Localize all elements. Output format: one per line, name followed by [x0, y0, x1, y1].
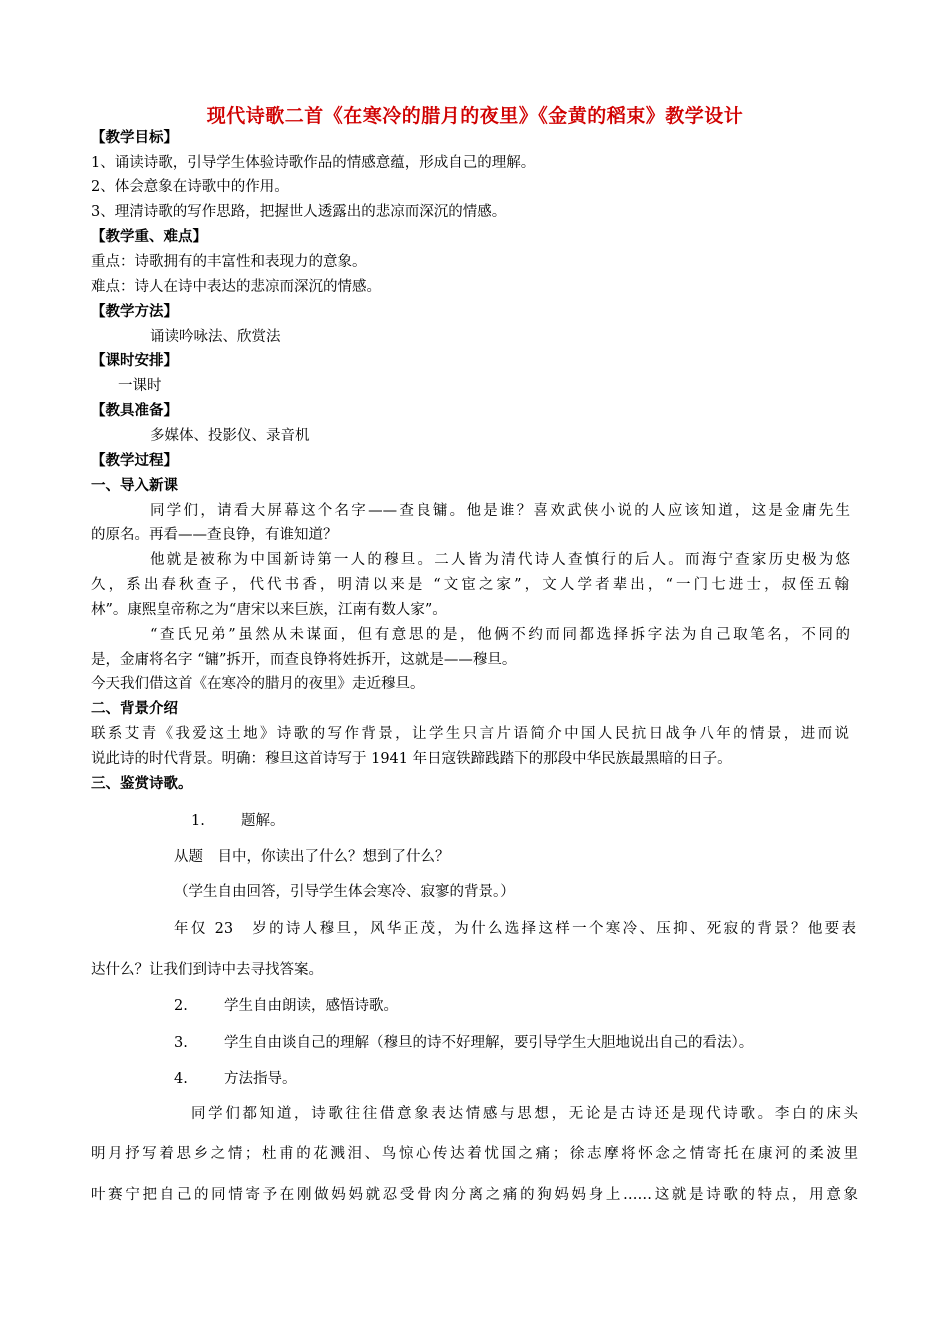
- list-text: 学生自由朗读，感悟诗歌。: [224, 998, 398, 1014]
- section-heading: 二、背景介绍: [91, 700, 178, 717]
- list-number: 1.: [191, 813, 205, 829]
- goal-line: 2、体会意象在诗歌中的作用。: [91, 179, 289, 195]
- process-heading: 【教学过程】: [91, 452, 178, 469]
- list-item: [191, 811, 285, 831]
- paragraph-line: 年仅 23 岁的诗人穆旦，风华正茂，为什么选择这样一个寒冷、压抑、死寂的背景？他要表: [174, 921, 856, 937]
- list-item: [174, 1069, 297, 1089]
- paragraph-line: 明月抒写着思乡之情；杜甫的花溅泪、鸟惊心传达着忧国之痛；徐志摩将怀念之情寄托在康河的柔波里: [91, 1146, 858, 1162]
- list-text: 题解。: [241, 813, 285, 829]
- method-heading: 【教学方法】: [91, 303, 178, 320]
- paragraph-line: 林”。康熙皇帝称之为“唐宋以来巨族，江南有数人家”。: [91, 602, 447, 618]
- list-number: 2.: [174, 998, 188, 1014]
- tools-text: 多媒体、投影仪、录音机: [150, 428, 310, 444]
- paragraph-line: （学生自由回答，引导学生体会寒冷、寂寥的背景。）: [174, 884, 515, 900]
- paragraph-line: 久，系出春秋查子，代代书香，明清以来是 “文宦之家”，文人学者辈出，“一门七进士，叔侄五翰: [91, 577, 849, 593]
- paragraph-line: 叶赛宁把自己的同情寄予在刚做妈妈就忍受骨肉分离之痛的狗妈妈身上……这就是诗歌的特点，用意象: [91, 1187, 858, 1203]
- key-point: 重点：诗歌拥有的丰富性和表现力的意象。: [91, 254, 367, 270]
- paragraph-line: 今天我们借这首《在寒冷的腊月的夜里》走近穆旦。: [91, 676, 425, 692]
- goal-line: 1、诵读诗歌，引导学生体验诗歌作品的情感意蕴，形成自己的理解。: [91, 155, 536, 171]
- goal-line: 3、理清诗歌的写作思路，把握世人透露出的悲凉而深沉的情感。: [91, 204, 507, 220]
- schedule-heading: 【课时安排】: [91, 352, 178, 369]
- paragraph-line: 的原名。再看——查良铮，有谁知道？: [91, 527, 338, 543]
- paragraph-line: 是，金庸将名字 “镛”拆开，而查良铮将姓拆开，这就是——穆旦。: [91, 652, 517, 668]
- paragraph-line: 同学们都知道，诗歌往往借意象表达情感与思想，无论是古诗还是现代诗歌。李白的床头: [191, 1106, 858, 1122]
- keys-heading: 【教学重、难点】: [91, 228, 207, 245]
- paragraph-line: 达什么？让我们到诗中去寻找答案。: [91, 962, 323, 978]
- list-number: 4.: [174, 1071, 188, 1087]
- method-text: 诵读吟咏法、欣赏法: [150, 329, 281, 345]
- list-text: 方法指导。: [224, 1071, 297, 1087]
- list-item: [174, 996, 398, 1016]
- document-title: 现代诗歌二首《在寒冷的腊月的夜里》《金黄的稻束》教学设计: [206, 105, 744, 127]
- list-number: 3.: [174, 1035, 188, 1051]
- paragraph-line: 从题 目中，你读出了什么？想到了什么？: [174, 849, 450, 865]
- schedule-text: 一课时: [118, 378, 162, 394]
- tools-heading: 【教具准备】: [91, 402, 178, 419]
- list-text: 学生自由谈自己的理解（穆旦的诗不好理解，要引导学生大胆地说出自己的看法）。: [224, 1035, 754, 1051]
- difficult-point: 难点：诗人在诗中表达的悲凉而深沉的情感。: [91, 279, 381, 295]
- paragraph-line: 同学们，请看大屏幕这个名字——查良镛。他是谁？喜欢武侠小说的人应该知道，这是金庸先生: [150, 503, 850, 519]
- paragraph-line: 说此诗的时代背景。明确：穆旦这首诗写于 1941 年日寇铁蹄践踏下的那段中华民族最黑暗的日子。: [91, 751, 732, 767]
- section-heading: 三、鉴赏诗歌。: [91, 775, 193, 792]
- list-item: [174, 1033, 753, 1053]
- paragraph-line: 他就是被称为中国新诗第一人的穆旦。二人皆为清代诗人查慎行的后人。而海宁查家历史极为悠: [150, 552, 850, 568]
- paragraph-line: “查氏兄弟”虽然从未谋面，但有意思的是，他俩不约而同都选择拆字法为自己取笔名，不同的: [150, 627, 850, 643]
- paragraph-line: 联系艾青《我爱这土地》诗歌的写作背景，让学生只言片语简介中国人民抗日战争八年的情景，进而说: [91, 726, 849, 742]
- section-heading: 一、导入新课: [91, 477, 178, 494]
- goals-heading: 【教学目标】: [91, 129, 178, 146]
